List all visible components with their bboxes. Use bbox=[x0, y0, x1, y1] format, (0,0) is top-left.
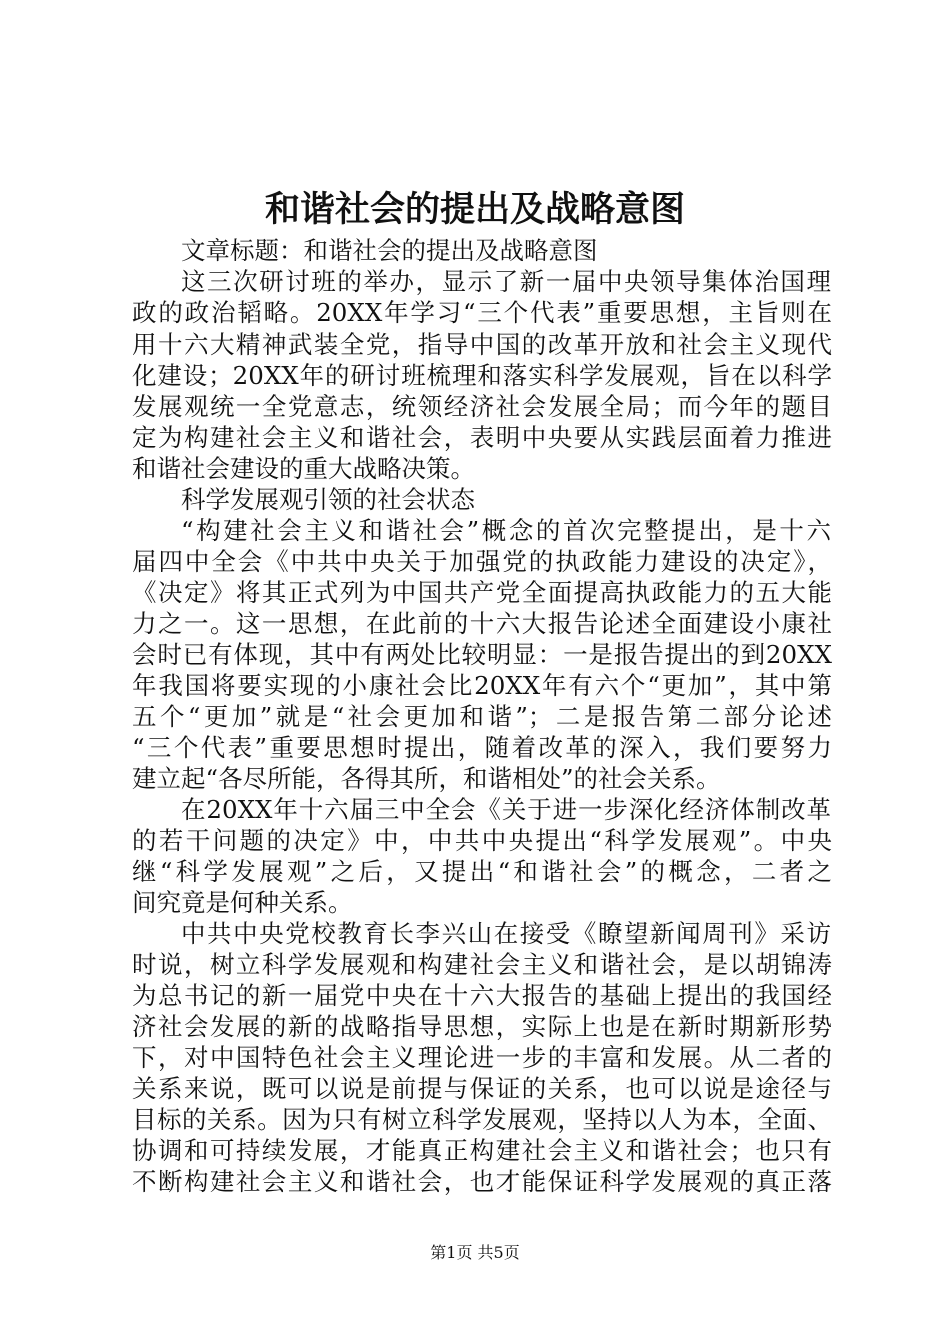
page-title: 和谐社会的提出及战略意图 bbox=[264, 189, 685, 230]
text-line: 济社会发展的新的战略指导思想，实际上也是在新时期新形势 bbox=[132, 1012, 832, 1041]
text-line: 发展观统一全党意志，统领经济社会发展全局；而今年的题目 bbox=[132, 392, 832, 421]
text-line: 目标的关系。因为只有树立科学发展观，坚持以人为本，全面、 bbox=[132, 1105, 832, 1134]
text-line: 用十六大精神武装全党，指导中国的改革开放和社会主义现代 bbox=[132, 330, 832, 359]
text-line: “构建社会主义和谐社会”概念的首次完整提出，是十六 bbox=[181, 516, 831, 545]
text-line: 力之一。这一思想，在此前的十六大报告论述全面建设小康社 bbox=[132, 609, 832, 638]
text-line: 间究竟是何种关系。 bbox=[132, 888, 353, 917]
text-line: 届四中全会《中共中央关于加强党的执政能力建设的决定》， bbox=[132, 547, 832, 576]
text-line: 这三次研讨班的举办，显示了新一届中央领导集体治国理 bbox=[181, 267, 831, 296]
text-line: 政的政治韬略。20XX年学习“三个代表”重要思想，主旨则在 bbox=[132, 298, 832, 327]
article-title-line: 文章标题：和谐社会的提出及战略意图 bbox=[181, 236, 598, 265]
text-line: 会时已有体现，其中有两处比较明显：一是报告提出的到20XX bbox=[132, 640, 832, 669]
text-line: 时说，树立科学发展观和构建社会主义和谐社会，是以胡锦涛 bbox=[132, 950, 832, 979]
page-footer: 第1页 共5页 bbox=[430, 1243, 520, 1262]
text-line: 在20XX年十六届三中全会《关于进一步深化经济体制改革 bbox=[181, 795, 831, 824]
text-line: 为总书记的新一届党中央在十六大报告的基础上提出的我国经 bbox=[132, 981, 832, 1010]
text-line: 的若干问题的决定》中，中共中央提出“科学发展观”。中央 bbox=[132, 826, 832, 855]
text-line: 建立起“各尽所能，各得其所，和谐相处”的社会关系。 bbox=[132, 764, 721, 793]
text-line: “三个代表”重要思想时提出，随着改革的深入，我们要努力 bbox=[132, 733, 832, 762]
text-line: 《决定》将其正式列为中国共产党全面提高执政能力的五大能 bbox=[132, 578, 832, 607]
text-line: 不断构建社会主义和谐社会，也才能保证科学发展观的真正落 bbox=[132, 1167, 832, 1196]
text-line: 关系来说，既可以说是前提与保证的关系，也可以说是途径与 bbox=[132, 1074, 832, 1103]
section-heading: 科学发展观引领的社会状态 bbox=[181, 485, 475, 514]
text-line: 协调和可持续发展，才能真正构建社会主义和谐社会；也只有 bbox=[132, 1136, 832, 1165]
text-line: 中共中央党校教育长李兴山在接受《瞭望新闻周刊》采访 bbox=[181, 919, 831, 948]
text-line: 年我国将要实现的小康社会比20XX年有六个“更加”，其中第 bbox=[132, 671, 832, 700]
text-line: 五个“更加”就是“社会更加和谐”；二是报告第二部分论述 bbox=[132, 702, 832, 731]
text-line: 定为构建社会主义和谐社会，表明中央要从实践层面着力推进 bbox=[132, 423, 832, 452]
text-line: 下，对中国特色社会主义理论进一步的丰富和发展。从二者的 bbox=[132, 1043, 832, 1072]
text-line: 和谐社会建设的重大战略决策。 bbox=[132, 454, 475, 483]
text-line: 继“科学发展观”之后，又提出“和谐社会”的概念，二者之 bbox=[132, 857, 832, 886]
text-line: 化建设；20XX年的研讨班梳理和落实科学发展观，旨在以科学 bbox=[132, 361, 832, 390]
